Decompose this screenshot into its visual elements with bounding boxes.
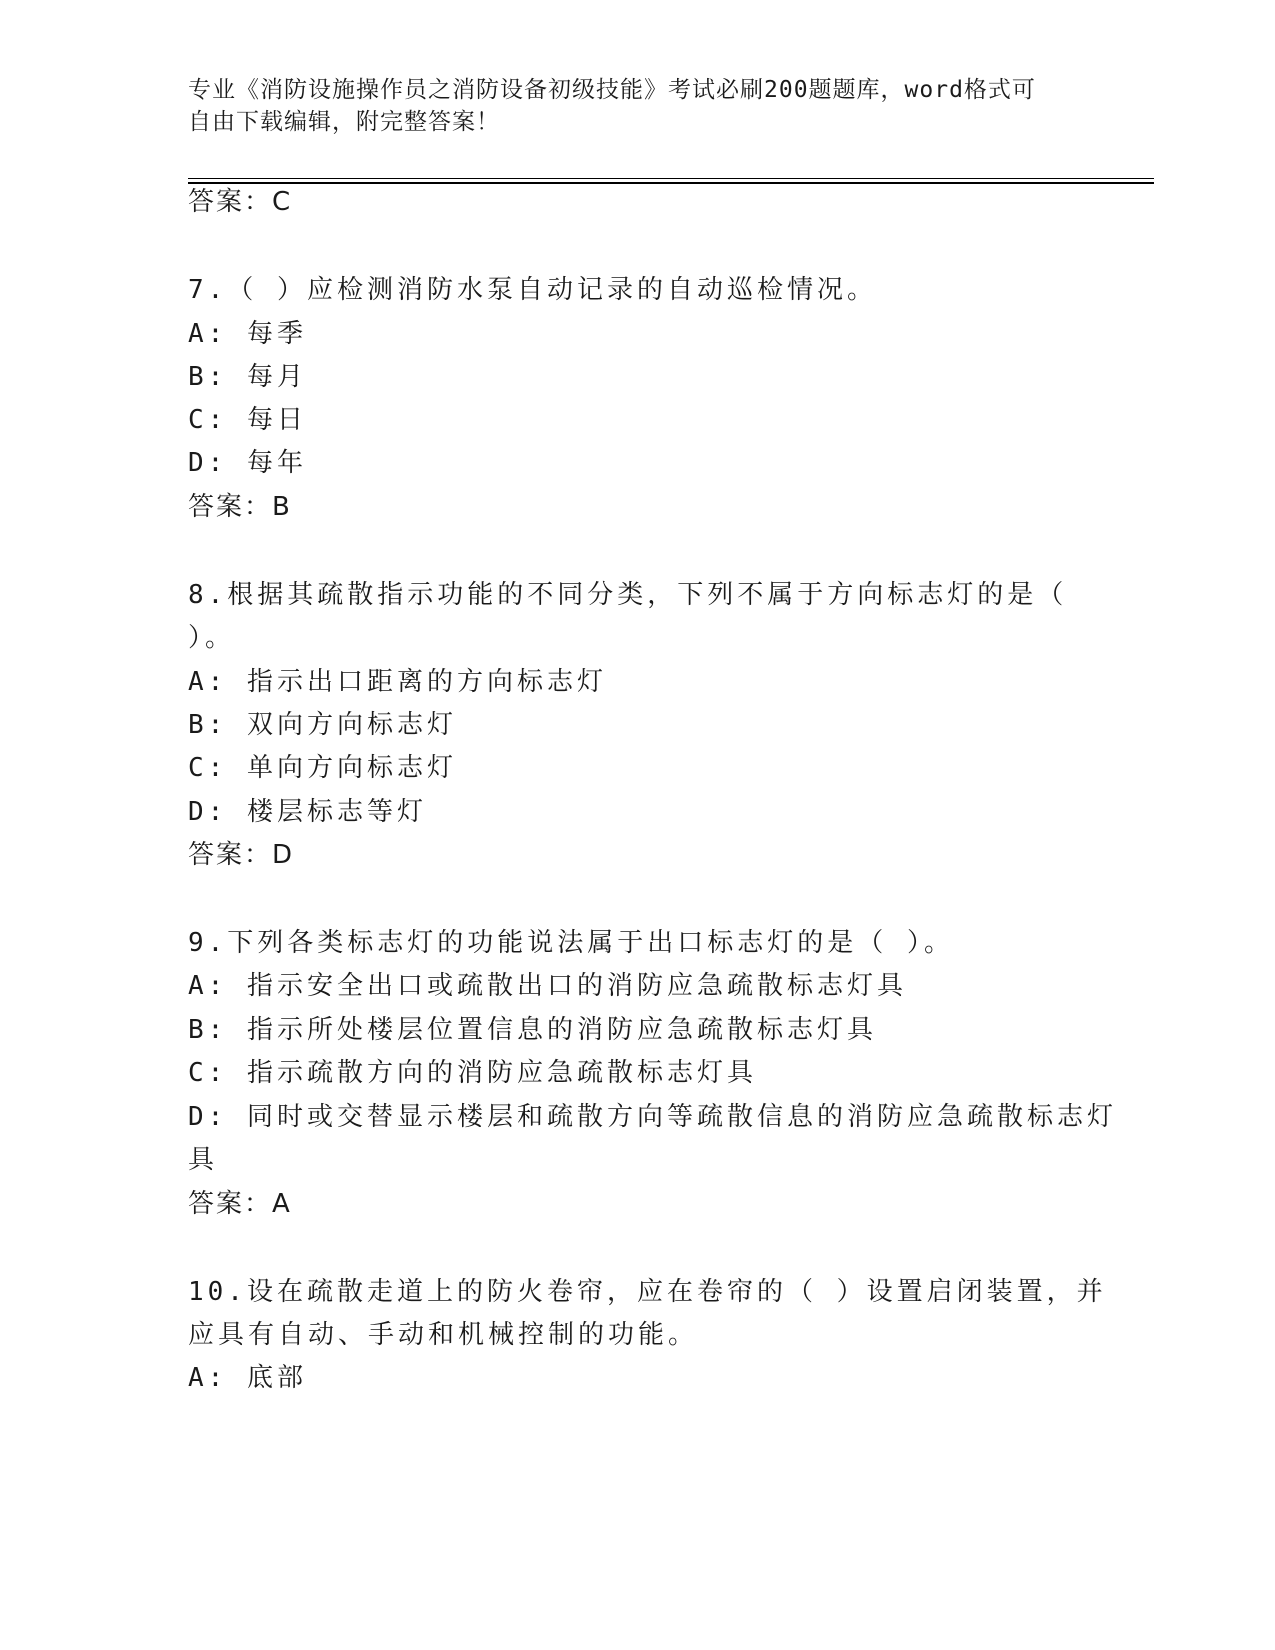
- question-7-option-d: D: 每年: [188, 448, 307, 478]
- question-7-option-b: B: 每月: [188, 362, 307, 392]
- question-10-stem-line-1: 10.设在疏散走道上的防火卷帘，应在卷帘的（ ）设置启闭装置，并: [188, 1277, 1107, 1307]
- question-9-option-d-continued: 具: [188, 1145, 219, 1175]
- answer-9: 答案：A: [188, 1189, 292, 1219]
- answer-7: 答案：B: [188, 492, 292, 522]
- question-10-stem-line-2: 应具有自动、手动和机械控制的功能。: [188, 1320, 699, 1350]
- question-8-stem-line-1: 8.根据其疏散指示功能的不同分类，下列不属于方向标志灯的是（: [188, 580, 1068, 610]
- question-7-stem: 7.（ ）应检测消防水泵自动记录的自动巡检情况。: [188, 275, 877, 305]
- question-8-option-b: B: 双向方向标志灯: [188, 710, 457, 740]
- header-title-line-1: 专业《消防设施操作员之消防设备初级技能》考试必刷200题题库，word格式可: [188, 77, 1036, 103]
- question-7-option-c: C: 每日: [188, 405, 307, 435]
- question-9-stem: 9.下列各类标志灯的功能说法属于出口标志灯的是（ ）。: [188, 928, 954, 958]
- answer-8: 答案：D: [188, 840, 295, 870]
- question-8-option-c: C: 单向方向标志灯: [188, 753, 457, 783]
- header-title-line-2: 自由下载编辑，附完整答案！: [188, 109, 500, 135]
- document-header: [188, 74, 1068, 138]
- answer-6: 答案：C: [188, 187, 293, 217]
- question-9-option-b: B: 指示所处楼层位置信息的消防应急疏散标志灯具: [188, 1015, 877, 1045]
- header-divider-thin: [188, 178, 1154, 179]
- question-9-option-a: A: 指示安全出口或疏散出口的消防应急疏散标志灯具: [188, 971, 907, 1001]
- question-9-option-d: D: 同时或交替显示楼层和疏散方向等疏散信息的消防应急疏散标志灯: [188, 1102, 1117, 1132]
- question-8-option-d: D: 楼层标志等灯: [188, 797, 427, 827]
- question-10-option-a: A: 底部: [188, 1363, 307, 1393]
- header-divider-thick: [188, 182, 1154, 184]
- question-8-stem-line-2: ）。: [188, 623, 236, 653]
- question-8-option-a: A: 指示出口距离的方向标志灯: [188, 667, 607, 697]
- question-7-option-a: A: 每季: [188, 319, 307, 349]
- question-9-option-c: C: 指示疏散方向的消防应急疏散标志灯具: [188, 1058, 757, 1088]
